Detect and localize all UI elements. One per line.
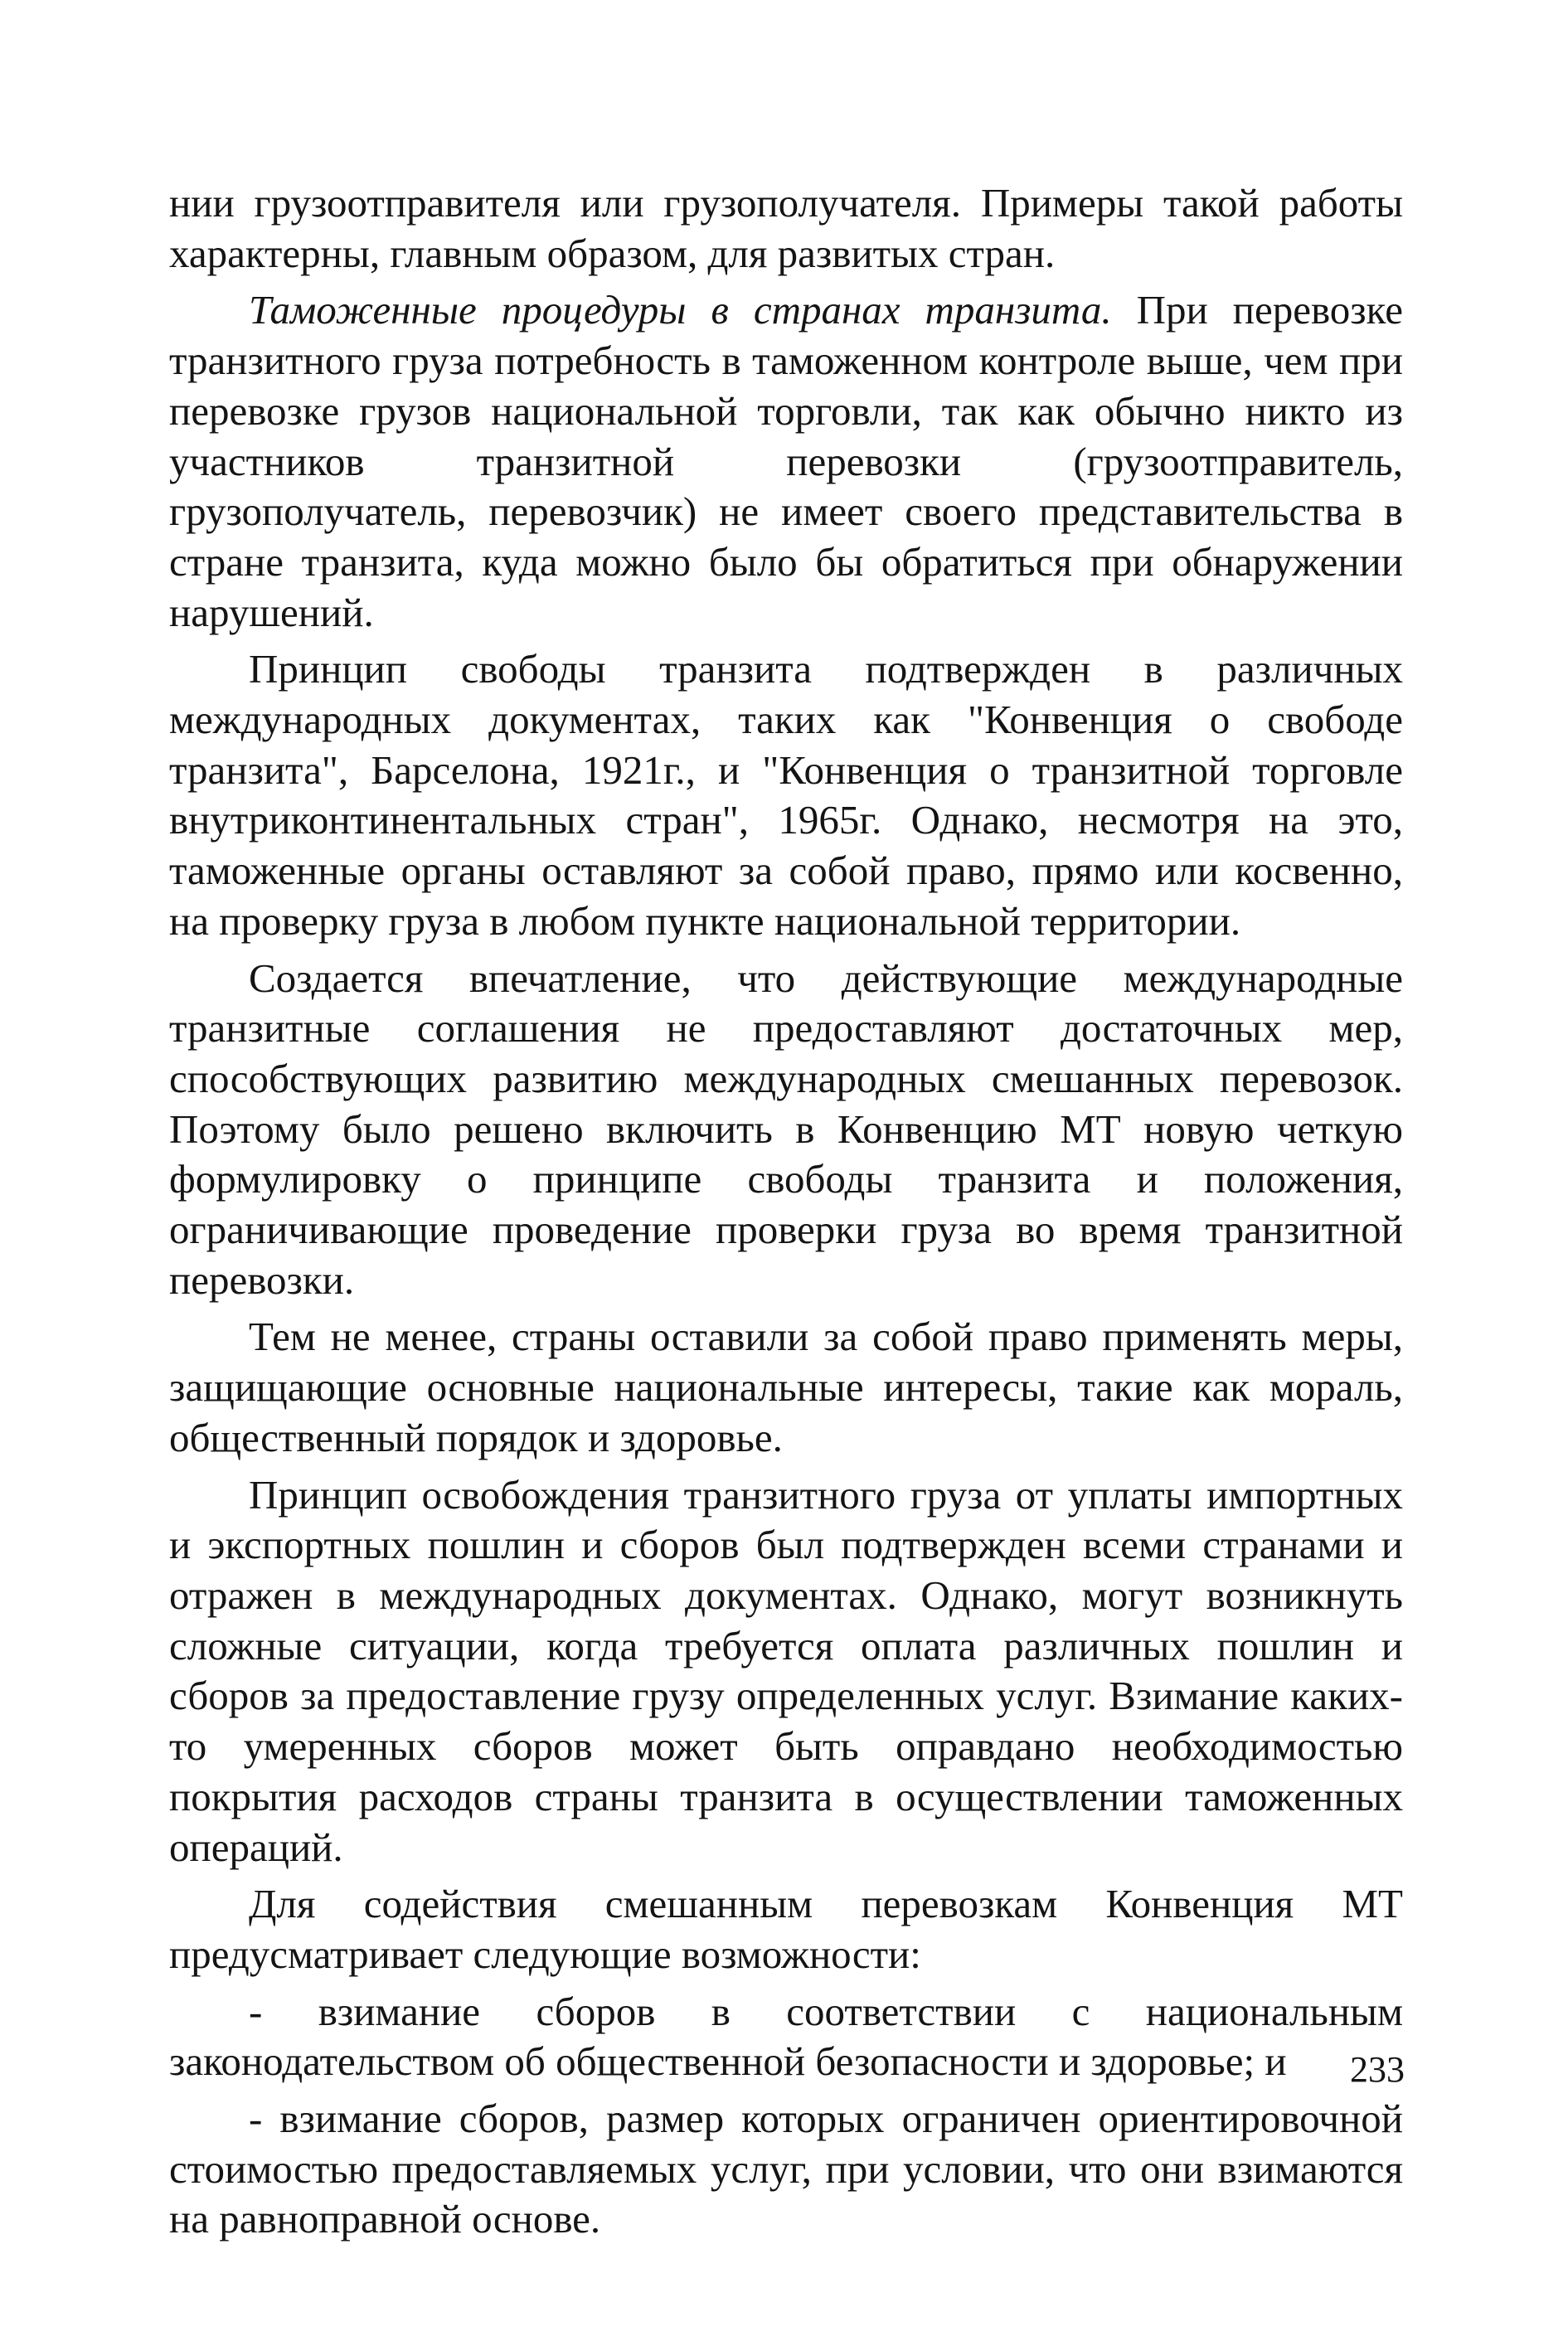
paragraph-continuation: нии грузоотправителя или грузополучателя. Примеры такой работы характерны, главным образом, для развитых стран. bbox=[169, 180, 1403, 276]
paragraph-convention-provisions: Для содействия смешанным перевозкам Конвенция МТ предусматривает следующие возможности: bbox=[169, 1881, 1403, 1977]
paragraph-agreements: Создается впечатление, что действующие международные транзитные соглашения не предоставляют достаточных мер, способствующих развитию международных смешанных перевозок. Поэтому было решено включить в Конвенцию МТ новую четкую формулировку о принципе свободы транзита и положения, ограничивающие проведение проверки груза во время транзитной перевозки. bbox=[169, 954, 1403, 1303]
paragraph-national-interests: Тем не менее, страны оставили за собой право применять меры, защищающие основные национальные интересы, такие как мораль, общественный порядок и здоровье. bbox=[169, 1314, 1403, 1460]
paragraph-transit-freedom: Принцип свободы транзита подтвержден в различных международных документах, таких как "Конвенция о свободе транзита", Барселона, 1921г., и "Конвенция о транзитной торговле внутриконтинентальных стран", 1965г. Однако, несмотря на это, таможенные органы оставляют за собой право, прямо или косвенно, на проверку груза в любом пункте национальной территории. bbox=[169, 646, 1403, 944]
section-heading-inline: Таможенные процедуры в странах транзита. bbox=[249, 287, 1112, 333]
body-text bbox=[169, 178, 1403, 2251]
list-item-national-law: - взимание сборов в соответствии с национальным законодательством об общественной безопасности и здоровье; и bbox=[169, 1988, 1403, 2085]
page-number: 233 bbox=[1350, 2049, 1405, 2090]
paragraph-customs-procedures bbox=[169, 285, 1403, 638]
paragraph-customs-procedures-body: При перевозке транзитного груза потребность в таможенном контроле выше, чем при перевозке грузов национальной торговли, так как обычно никто из участников транзитной перевозки (грузоотправитель, грузополучатель, перевозчик) не имеет своего представительства в стране транзита, куда можно было бы обратиться при обнаружении нарушений. bbox=[169, 287, 1404, 635]
list-item-service-cost: - взимание сборов, размер которых ограничен ориентировочной стоимостью предоставляемых услуг, при условии, что они взимаются на равноправной основе. bbox=[169, 2096, 1403, 2242]
paragraph-duties-exemption: Принцип освобождения транзитного груза от уплаты импортных и экспортных пошлин и сборов был подтвержден всеми странами и отражен в международных документах. Однако, могут возникнуть сложные ситуации, когда требуется оплата различных пошлин и сборов за предоставление грузу определенных услуг. Взимание каких-то умеренных сборов может быть оправдано необходимостью покрытия расходов страны транзита в осуществлении таможенных операций. bbox=[169, 1471, 1403, 1870]
